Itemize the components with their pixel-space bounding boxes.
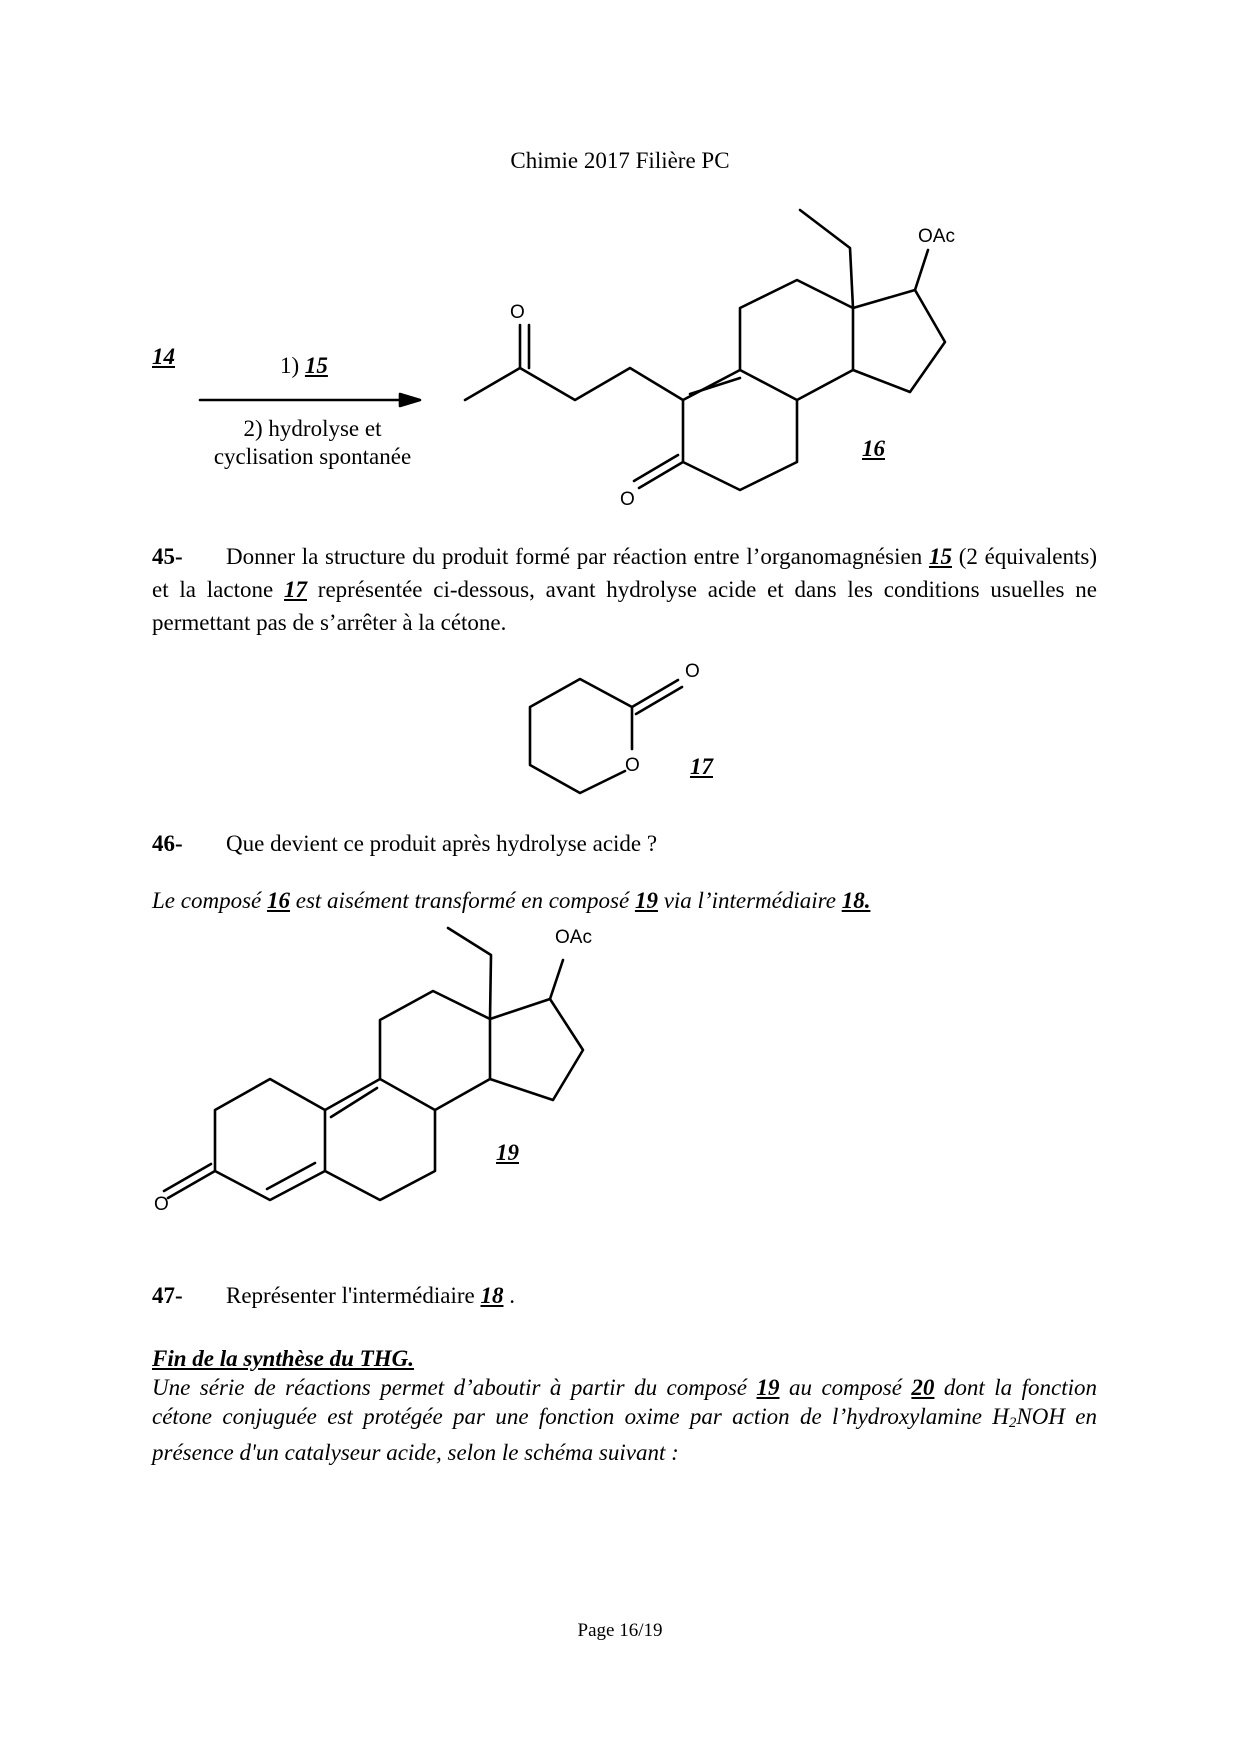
question-47: 47- Représenter l'intermédiaire 18 .: [152, 1279, 1097, 1312]
compound-label-16: 16: [862, 436, 885, 461]
atom-oac-19: OAc: [555, 927, 592, 948]
step2-line1: 2) hydrolyse et: [243, 416, 382, 441]
structure-19: [154, 927, 592, 1215]
section-fin-synthese: [152, 1344, 1097, 1467]
compound-ref-15: 15: [304, 353, 328, 378]
question-45: 45- Donner la structure du produit formé par réaction entre l’organomagnésien 15 (2 équivalents) et la lactone 17 représentée ci-dessous, avant hydrolyse acide et dans les conditions usuelles ne permettant pas de s’arrêter à la cétone.: [152, 540, 1097, 639]
compound-label-17: 17: [690, 754, 713, 779]
atom-o-16b: O: [620, 489, 635, 510]
compound-label-19: 19: [496, 1140, 519, 1165]
section-title: Fin de la synthèse du THG.: [152, 1346, 414, 1371]
intro-19: Le composé 16 est aisément transformé en composé 19 via l’intermédiaire 18.: [152, 888, 871, 913]
atom-o-16a: O: [510, 302, 525, 323]
atom-o-19: O: [154, 1194, 169, 1215]
atom-oac-16: OAc: [918, 226, 955, 247]
page-footer: Page 16/19: [577, 1620, 663, 1641]
question-46: 46- Que devient ce produit après hydrolyse acide ?: [152, 827, 1097, 860]
step1-prefix: 1): [280, 353, 305, 378]
structure-17: [530, 661, 700, 793]
atom-o-17-ring: O: [625, 755, 640, 776]
page-header: Chimie 2017 Filière PC: [510, 148, 730, 173]
structure-16: [465, 210, 955, 510]
compound-ref-14: 14: [152, 344, 175, 369]
reaction-arrow: [200, 394, 420, 406]
question-number-45: 45-: [152, 544, 183, 569]
atom-o-17-carbonyl: O: [685, 661, 700, 682]
section-body: Une série de réactions permet d’aboutir à partir du composé 19 au composé 20 dont la fonction cétone conjuguée est protégée par une fonction oxime par action de l’hydroxylamine $H_2NOH$ en présence d'un catalyseur acide, selon le schéma suivant :: [152, 1375, 1098, 1465]
question-number-46: 46-: [152, 831, 183, 856]
question-number-47: 47-: [152, 1283, 183, 1308]
step2-line2: cyclisation spontanée: [213, 444, 412, 469]
